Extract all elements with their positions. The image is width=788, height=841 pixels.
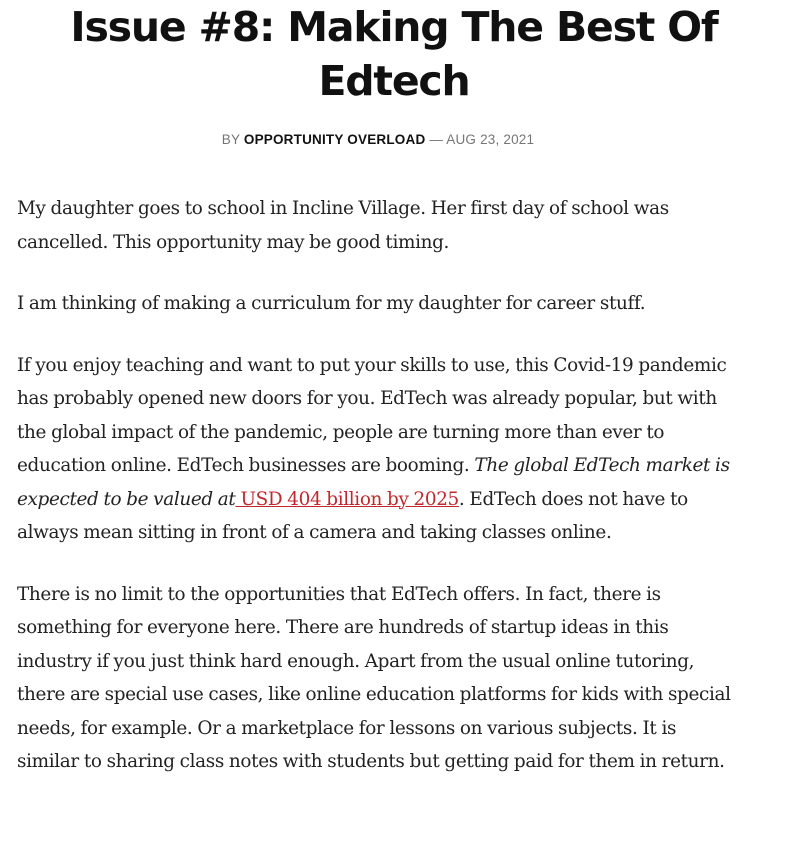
article-body <box>17 192 742 807</box>
byline-label: BY <box>221 132 244 147</box>
paragraph-3-tail: . EdTech does not have to always mean sitting in front of a camera and taking classes online. <box>17 488 688 543</box>
paragraph-2: I am thinking of making a curriculum for my daughter for career stuff. <box>17 293 646 314</box>
paragraph-1: My daughter goes to school in Incline Village. Her first day of school was cancelled. This opportunity may be good timing. <box>17 198 669 253</box>
paragraph-4: There is no limit to the opportunities that EdTech offers. In fact, there is something for everyone here. There are hundreds of startup ideas in this industry if you just think hard enough. Apart from the usual online tutoring, there are special use cases, like online education platforms for kids with special needs, for example. Or a marketplace for lessons on various subjects. It is similar to sharing class notes with students but getting paid for them in return. <box>17 583 731 772</box>
paragraph-3-italic: The global EdTech market is expected to be valued at <box>17 455 730 510</box>
meta-separator: — <box>425 132 447 147</box>
article-title: Issue #8: Making The Best Of Edtech <box>70 3 718 105</box>
publish-date: AUG 23, 2021 <box>446 132 535 147</box>
paragraph-3-text: If you enjoy teaching and want to put your skills to use, this Covid-19 pandemic has probably opened new doors for you. EdTech was already popular, but with the global impact of the pandemic, people are turning more than ever to education online. EdTech businesses are booming. <box>17 354 727 476</box>
market-value-link[interactable]: USD 404 billion by 2025 <box>235 488 459 510</box>
author-link[interactable]: OPPORTUNITY OVERLOAD <box>243 132 426 147</box>
article-meta <box>0 131 756 149</box>
paragraph-3 <box>17 349 742 550</box>
